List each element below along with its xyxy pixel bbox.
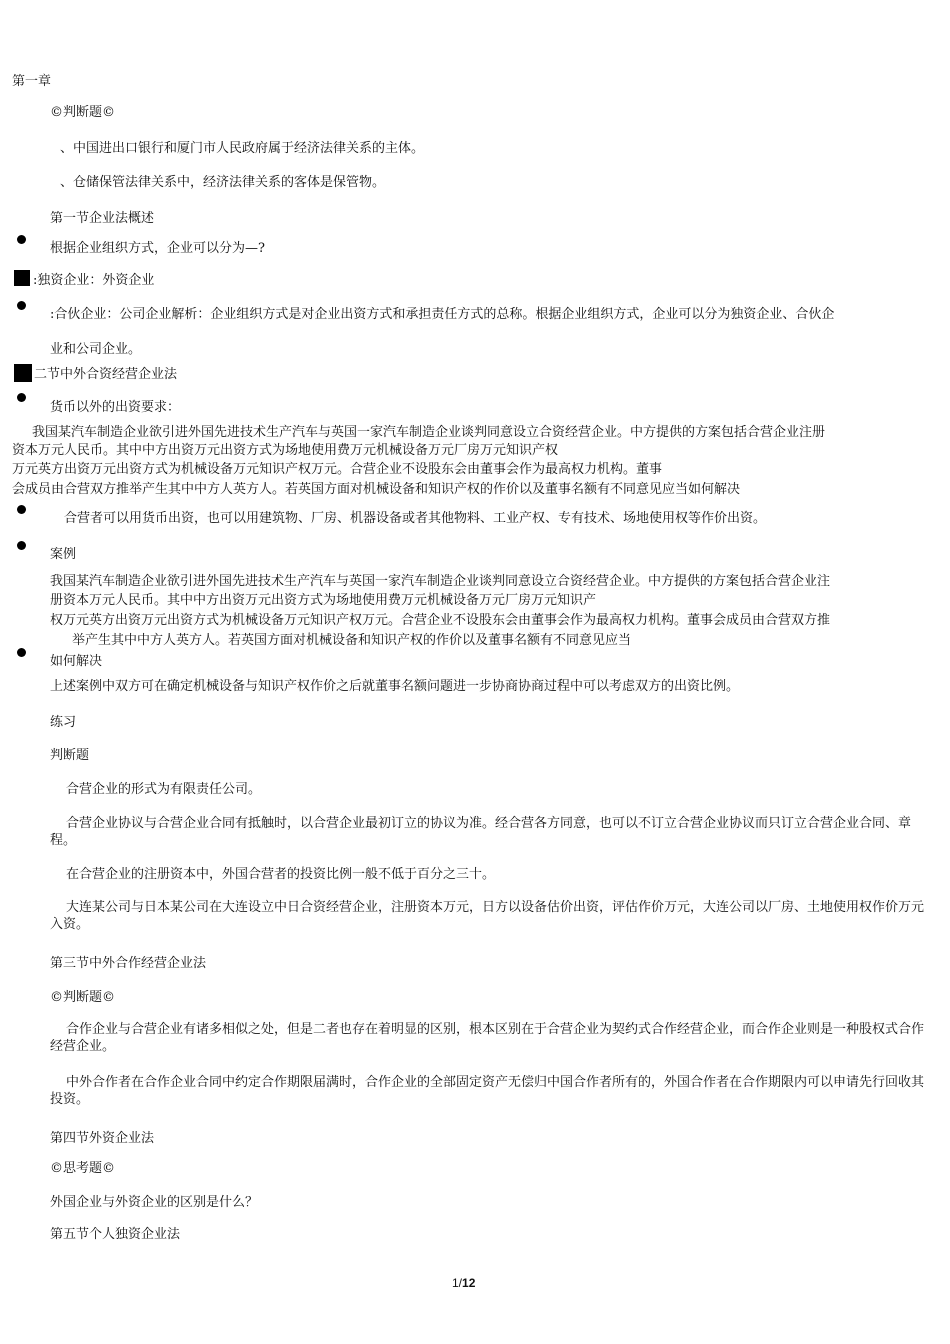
case-2-line-3: 权万元英方出资万元出资方式为机械设备万元知识产权万元。合营企业不设股东会由董事会作为最高权力机构。董事会成员由合营双方推 <box>50 613 831 628</box>
question-1: 、中国进出口银行和厦门市人民政府属于经济法律关系的主体。 <box>60 141 425 156</box>
bullet-icon <box>17 541 26 550</box>
practice-heading: 练习 <box>50 715 77 730</box>
page-number <box>452 1276 475 1290</box>
square-text-1: :独资企业：外资企业 <box>33 273 155 288</box>
think-question: 外国企业与外资企业的区别是什么？ <box>50 1195 259 1210</box>
page-current: 1/ <box>452 1276 463 1290</box>
bullet-text-3: 货币以外的出资要求： <box>50 400 181 415</box>
practice-item-6: 中外合作者在合作企业合同中约定合作期限届满时，合作企业的全部固定资产无偿归中国合作者所有的，外国合作者在合作期限内可以申请先行回收其投资。 <box>50 1075 925 1107</box>
bullet-text-2b: 业和公司企业。 <box>50 342 142 357</box>
bullet-text-1: 根据企业组织方式，企业可以分为—? <box>50 241 265 256</box>
square-bullet-icon <box>14 364 32 382</box>
bullet-icon <box>17 393 26 402</box>
bullet-icon <box>17 235 26 244</box>
case-1-line-2: 资本万元人民币。其中中方出资万元出资方式为场地使用费万元机械设备万元厂房万元知识产权 <box>12 443 559 458</box>
case-2-line-4: 举产生其中中方人英方人。若英国方面对机械设备和知识产权的作价以及董事名额有不同意见应当 <box>72 633 632 648</box>
bullet-text-6: 如何解决 <box>50 654 103 669</box>
section-1-heading: 第一节企业法概述 <box>50 211 155 226</box>
case-1-line-3: 万元英方出资万元出资方式为机械设备万元知识产权万元。合营企业不设股东会由董事会作为最高权力机构。董事 <box>12 462 663 477</box>
bullet-text-5: 案例 <box>50 547 77 562</box>
practice-item-5: 合作企业与合营企业有诸多相似之处，但是二者也存在着明显的区别，根本区别在于合营企业为契约式合作经营企业，而合作企业则是一种股权式合作经营企业。 <box>50 1022 925 1054</box>
practice-item-4: 大连某公司与日本某公司在大连设立中日合资经营企业，注册资本万元，日方以设备估价出资，评估作价万元，大连公司以厂房、土地使用权作价万元入资。 <box>50 900 925 932</box>
practice-item-2: 合营企业协议与合营企业合同有抵触时，以合营企业最初订立的协议为准。经合营各方同意，也可以不订立合营企业协议而只订立合营企业合同、章程。 <box>50 816 912 848</box>
bullet-text-4: 合营者可以用货币出资，也可以用建筑物、厂房、机器设备或者其他物料、工业产权、专有技术、场地使用权等作价出资。 <box>64 511 767 526</box>
judge-heading-3: ©判断题© <box>50 990 116 1005</box>
bullet-icon <box>17 505 26 514</box>
section-3-heading: 第三节中外合作经营企业法 <box>50 956 207 971</box>
think-heading: ©思考题© <box>50 1161 116 1176</box>
square-bullet-icon <box>14 270 30 286</box>
chapter-title: 第一章 <box>12 74 52 89</box>
judge-heading-2: 判断题 <box>50 748 90 763</box>
practice-item-1: 合营企业的形式为有限责任公司。 <box>66 782 262 797</box>
case-1-line-4: 会成员由合营双方推举产生其中中方人英方人。若英国方面对机械设备和知识产权的作价以及董事名额有不同意见应当如何解决 <box>12 482 741 497</box>
practice-item-3: 在合营企业的注册资本中，外国合营者的投资比例一般不低于百分之三十。 <box>66 867 496 882</box>
judge-heading-1: ©判断题© <box>50 105 116 120</box>
question-2: 、仓储保管法律关系中，经济法律关系的客体是保管物。 <box>60 175 386 190</box>
case-answer: 上述案例中双方可在确定机械设备与知识产权作价之后就董事名额问题进一步协商协商过程中可以考虑双方的出资比例。 <box>50 679 740 694</box>
section-5-heading: 第五节个人独资企业法 <box>50 1227 181 1242</box>
section-2-heading: 二节中外合资经营企业法 <box>34 367 178 382</box>
case-2-line-1: 我国某汽车制造企业欲引进外国先进技术生产汽车与英国一家汽车制造企业谈判同意设立合资经营企业。中方提供的方案包括合营企业注 <box>50 574 831 589</box>
bullet-icon <box>17 301 26 310</box>
case-1-line-1: 我国某汽车制造企业欲引进外国先进技术生产汽车与英国一家汽车制造企业谈判同意设立合资经营企业。中方提供的方案包括合营企业注册 <box>32 425 826 440</box>
bullet-text-2a: :合伙企业：公司企业解析：企业组织方式是对企业出资方式和承担责任方式的总称。根据企业组织方式，企业可以分为独资企业、合伙企 <box>50 307 835 322</box>
bullet-icon <box>17 648 26 657</box>
section-4-heading: 第四节外资企业法 <box>50 1131 155 1146</box>
page-total: 12 <box>462 1276 476 1290</box>
case-2-line-2: 册资本万元人民币。其中中方出资万元出资方式为场地使用费万元机械设备万元厂房万元知识产 <box>50 593 597 608</box>
